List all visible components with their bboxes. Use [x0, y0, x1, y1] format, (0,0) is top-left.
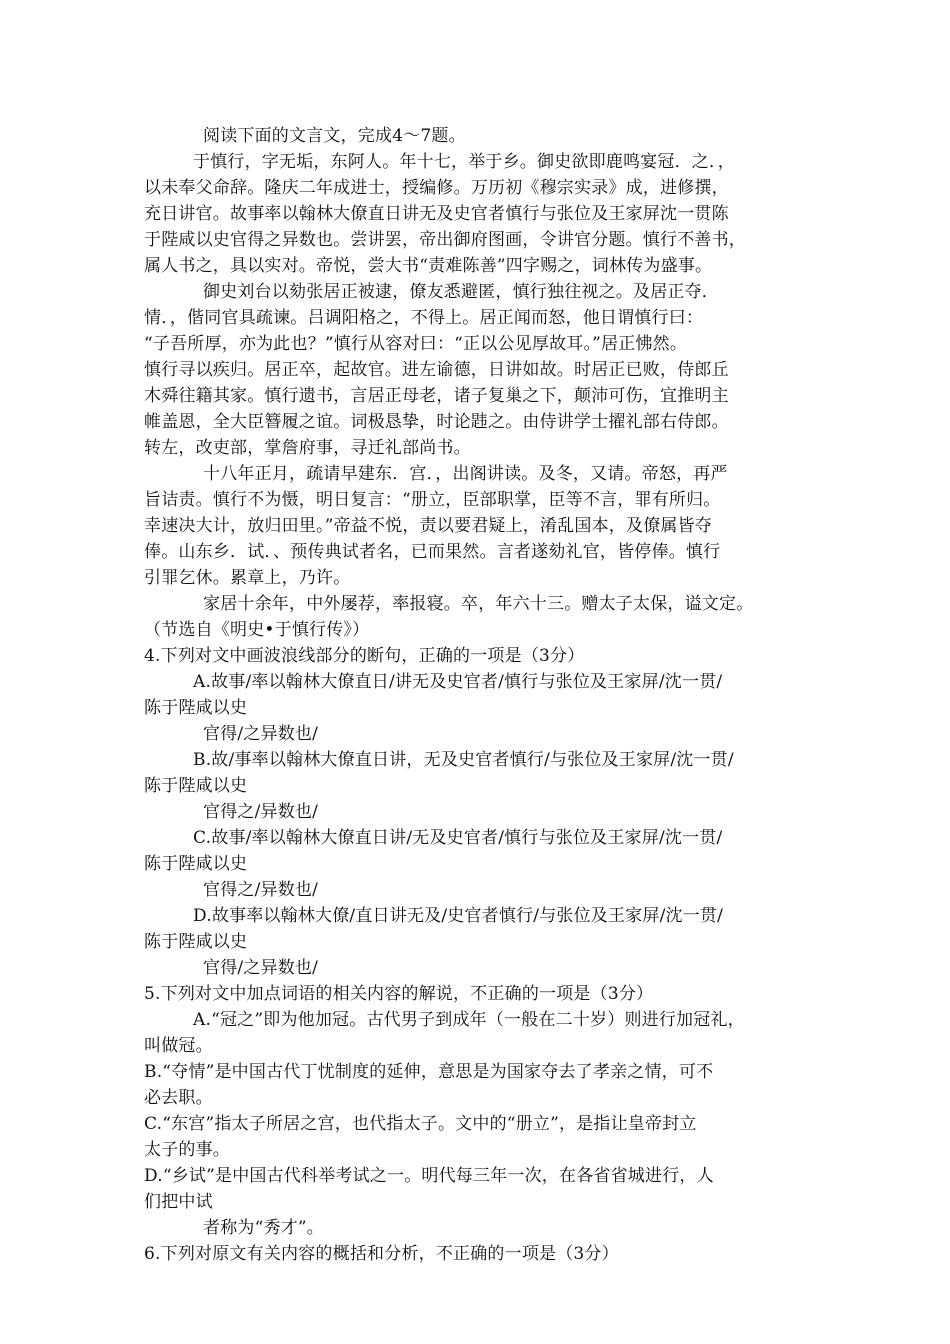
option-4d-cont: 陈于陛咸以史	[144, 932, 248, 952]
text-line: “子吾所厚，亦为此也？”慎行从容对曰：“正以公见厚故耳。”居正怫然。	[144, 334, 688, 354]
option-5c-cont: 太子的事。	[144, 1140, 230, 1160]
text-line: 帷盖恩，全大臣簪履之谊。词极恳挚，时论韪之。由侍讲学士擢礼部右侍郎。	[144, 412, 729, 432]
text-line: 于陛咸以史官得之异数也。尝讲罢，帝出御府图画，令讲官分题。慎行不善书，	[144, 230, 746, 250]
option-5c: C.“东宫”指太子所居之宫，也代指太子。文中的“册立”，是指让皇帝封立	[144, 1114, 697, 1134]
question-5: 5.下列对文中加点词语的相关内容的解说，不正确的一项是（3分）	[144, 984, 654, 1004]
text-line: 木舜往籍其家。慎行遗书，言居正母老，诸子复巢之下，颠沛可伤，宜推明主	[144, 386, 729, 406]
text-line: 属人书之，具以实对。帝悦，尝大书“责难陈善”四字赐之，词林传为盛事。	[144, 256, 713, 276]
option-4a-cont: 陈于陛咸以史	[144, 698, 248, 718]
option-5b-cont: 必去职。	[144, 1088, 213, 1108]
text-line: 以未奉父命辞。隆庆二年成进士，授编修。万历初《穆宗实录》成，进修撰，	[144, 178, 729, 198]
option-5d-cont: 们把中试	[144, 1192, 213, 1212]
question-6: 6.下列对原文有关内容的概括和分析，不正确的一项是（3分）	[144, 1244, 619, 1264]
option-5d-cont: 者称为“秀才”。	[203, 1218, 324, 1238]
text-line: 十八年正月，疏请早建东．宫．，出阁讲读。及冬，又请。帝怒，再严	[203, 464, 728, 484]
text-line: 俸。山东乡．试．、预传典试者名，已而果然。言者遂劾礼官，皆停俸。慎行	[144, 542, 721, 562]
text-line: 幸速决大计，放归田里。”帝益不悦，责以要君疑上，淆乱国本，及僚属皆夺	[144, 516, 712, 536]
option-4b: B.故/事率以翰林大僚直日讲，无及史官者慎行/与张位及王家屏/沈一贯/	[193, 750, 734, 770]
option-4b-cont: 陈于陛咸以史	[144, 776, 248, 796]
option-4c: C.故事/率以翰林大僚直日讲/无及史官者/慎行与张位及王家屏/沈一贯/	[193, 828, 723, 848]
text-line: 情．，偕同官具疏谏。吕调阳格之，不得上。居正闻而怒，他日谓慎行曰：	[144, 308, 704, 328]
option-4c-cont: 官得之/异数也/	[203, 880, 319, 900]
option-5a: A.“冠之”即为他加冠。古代男子到成年（一般在二十岁）则进行加冠礼，	[193, 1010, 745, 1030]
option-4d-cont: 官得/之异数也/	[203, 958, 319, 978]
option-5b: B.“夺情”是中国古代丁忧制度的延伸，意思是为国家夺去了孝亲之情，可不	[144, 1062, 714, 1082]
question-4: 4.下列对文中画波浪线部分的断句，正确的一项是（3分）	[144, 646, 585, 666]
option-4a-cont: 官得/之异数也/	[203, 724, 319, 744]
text-line: 旨诘责。慎行不为慑，明日复言：“册立，臣部职掌，臣等不言，罪有所归。	[144, 490, 721, 510]
option-4b-cont: 官得之/异数也/	[203, 802, 319, 822]
text-line: 转左，改吏部，掌詹府事，寻迁礼部尚书。	[144, 438, 471, 458]
text-line: 引罪乞休。累章上，乃许。	[144, 568, 351, 588]
option-4c-cont: 陈于陛咸以史	[144, 854, 248, 874]
option-5a-cont: 叫做冠。	[144, 1036, 213, 1056]
text-line: 御史刘台以劾张居正被逮，僚友悉避匿，慎行独往视之。及居正夺．	[203, 282, 719, 302]
text-line: 充日讲官。故事率以翰林大僚直日讲无及史官者慎行与张位及王家屏沈一贯陈	[144, 204, 729, 224]
option-4d: D.故事率以翰林大僚/直日讲无及/史官者慎行/与张位及王家屏/沈一贯/	[193, 906, 724, 926]
source-citation: （节选自《明史•于慎行传》）	[144, 620, 370, 640]
text-line: 家居十余年，中外屡荐，率报寝。卒，年六十三。赠太子太保，谥文定。	[203, 594, 754, 614]
text-line: 慎行寻以疾归。居正卒，起故官。进左谕德，日讲如故。时居正已败，侍郎丘	[144, 360, 729, 380]
instruction-line: 阅读下面的文言文，完成4～7题。	[203, 126, 466, 146]
option-5d: D.“乡试”是中国古代科举考试之一。明代每三年一次，在各省省城进行，人	[144, 1166, 714, 1186]
text-line: 于慎行，字无垢，东阿人。年十七，举于乡。御史欲即鹿鸣宴冠．之．，	[193, 152, 735, 172]
option-4a: A.故事/率以翰林大僚直日/讲无及史官者/慎行与张位及王家屏/沈一贯/	[193, 672, 723, 692]
